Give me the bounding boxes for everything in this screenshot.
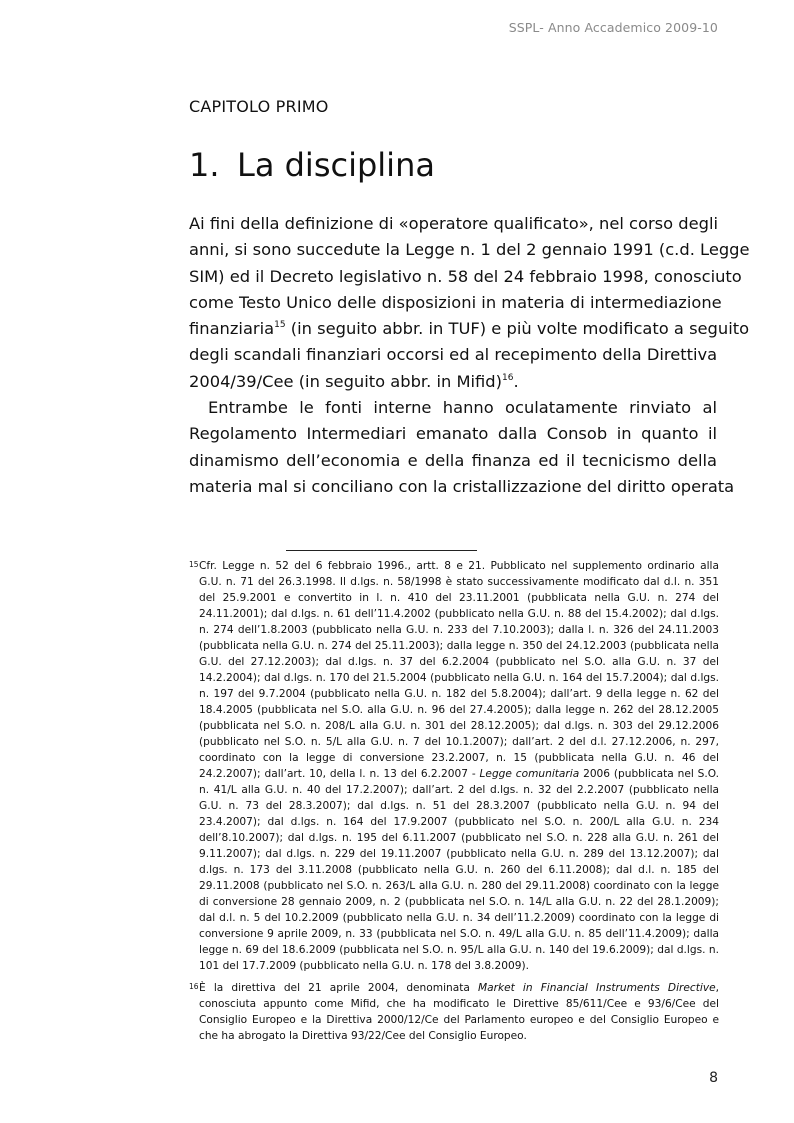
body-line: Entrambe le fonti interne hanno oculatamente rinviato al xyxy=(208,398,717,418)
footnote-line: 14.2.2004); dal d.lgs. n. 170 del 21.5.2004 (pubblicato nella G.U. n. 164 del 15.7.2004); dal d.lgs. xyxy=(199,672,719,684)
body-line: Regolamento Intermediari emanato dalla Consob in quanto il xyxy=(189,424,717,444)
body-text xyxy=(189,211,750,500)
footnote-marker: 16 xyxy=(189,982,199,991)
footnote-text-run: , xyxy=(715,982,719,994)
footnote-15 xyxy=(189,558,719,974)
chapter-label: CAPITOLO PRIMO xyxy=(189,97,329,116)
footnote-line: (pubblicato nel S.O. n. 5/L alla G.U. n. 7 del 10.1.2007); dall’art. 2 del d.l. 27.12.2006, n. 297, xyxy=(199,736,719,748)
footnote-text-run: 24.2.2007); dall’art. 10, della l. n. 13 del 6.2.2007 - xyxy=(199,768,480,780)
footnote-line: Cfr. Legge n. 52 del 6 febbraio 1996., artt. 8 e 21. Pubblicato nel supplemento ordinario alla xyxy=(199,560,719,572)
footnote-line: dal d.l. n. 5 del 10.2.2009 (pubblicato nella G.U. n. 34 dell’11.2.2009) coordinato con la legge di xyxy=(199,912,719,924)
footnote-line: che ha abrogato la Direttiva 93/22/Cee del Consiglio Europeo. xyxy=(199,1030,527,1042)
footnote-line: G.U. del 27.12.2003); dal d.lgs. n. 37 del 6.2.2004 (pubblicato nel S.O. alla G.U. n. 37 del xyxy=(199,656,719,668)
footnote-line: 23.4.2007); dal d.lgs. n. 164 del 17.9.2007 (pubblicato nel S.O. n. 200/L alla G.U. n. 234 xyxy=(199,816,719,828)
body-line: come Testo Unico delle disposizioni in materia di intermediazione xyxy=(189,292,722,312)
footnote-line: 101 del 17.7.2009 (pubblicato nella G.U. n. 178 del 3.8.2009). xyxy=(199,960,529,972)
footnote-line: coordinato con la legge di conversione 23.2.2007, n. 15 (pubblicata nella G.U. n. 46 del xyxy=(199,752,719,764)
body-line xyxy=(189,369,717,395)
body-line: materia mal si conciliano con la cristallizzazione del diritto operata xyxy=(189,476,735,496)
body-text-run: . xyxy=(513,371,519,391)
footnote-line: (pubblicata nel S.O. n. 208/L alla G.U. n. 301 del 28.12.2005); dal d.lgs. n. 303 del 29.12.2006 xyxy=(199,720,719,732)
body-text-run: 2004/39/Cee (in seguito abbr. in Mifid) xyxy=(189,371,502,391)
section-title-text: La disciplina xyxy=(237,146,435,184)
footnote-line: Consiglio Europeo e la Direttiva 2000/12/Ce del Parlamento europeo e del Consiglio Europeo e xyxy=(199,1014,719,1026)
footnote-line: n. 274 dell’1.8.2003 (pubblicato nella G.U. n. 233 del 7.10.2003); dalla l. n. 326 del 24.11.2003 xyxy=(199,624,719,636)
footnote-separator xyxy=(286,550,477,551)
body-line: Ai fini della definizione di «operatore qualificato», nel corso degli xyxy=(189,214,719,233)
footnote-line: n. 41/L alla G.U. n. 40 del 17.2.2007); dall’art. 2 del d.lgs. n. 32 del 2.2.2007 (pubblicato nella xyxy=(199,784,719,796)
footnote-line: d.lgs. n. 173 del 3.11.2008 (pubblicato nella G.U. n. 260 del 6.11.2008); dal d.l. n. 185 del xyxy=(199,864,719,876)
body-text-run: (in seguito abbr. in TUF) e più volte modificato a seguito xyxy=(285,319,750,339)
footnote-line: (pubblicata nella G.U. n. 274 del 25.11.2003); dalla legge n. 350 del 24.12.2003 (pubblicata nella xyxy=(199,640,719,652)
footnote-line xyxy=(199,766,719,782)
page-number: 8 xyxy=(709,1070,718,1086)
section-title xyxy=(189,146,435,184)
footnote-ref-16[interactable]: 16 xyxy=(502,372,514,383)
running-header: SSPL- Anno Accademico 2009-10 xyxy=(508,20,718,35)
footnote-line: di conversione 28 gennaio 2009, n. 2 (pubblicata nel S.O. n. 14/L alla G.U. n. 22 del 28.1.2009); xyxy=(199,896,719,908)
footnote-marker: 15 xyxy=(189,560,199,569)
footnote-line: conversione 9 aprile 2009, n. 33 (pubblicata nel S.O. n. 49/L alla G.U. n. 85 dell’11.4.2009); dalla xyxy=(199,928,719,940)
footnote-line: conosciuta appunto come Mifid, che ha modificato le Direttive 85/611/Cee e 93/6/Cee del xyxy=(199,998,719,1010)
body-line: dinamismo dell’economia e della finanza ed il tecnicismo della xyxy=(189,450,717,470)
footnote-line: 24.11.2001); dal d.lgs. n. 61 dell’11.4.2002 (pubblicato nella G.U. n. 88 del 15.4.2002); dal d.lgs. xyxy=(199,608,719,620)
body-text-run: finanziaria xyxy=(189,319,275,339)
section-number: 1. xyxy=(189,146,220,184)
body-line: anni, si sono succedute la Legge n. 1 del 2 gennaio 1991 (c.d. Legge xyxy=(189,240,750,260)
body-line xyxy=(189,316,750,342)
footnote-line: 18.4.2005 (pubblicata nel S.O. alla G.U. n. 96 del 27.4.2005); dalla legge n. 262 del 28.12.2005 xyxy=(199,704,719,716)
footnote-line xyxy=(189,980,719,996)
footnote-text-run: È la direttiva del 21 aprile 2004, denominata xyxy=(199,982,478,994)
footnote-line: G.U. n. 73 del 28.3.2007); dal d.lgs. n. 51 del 28.3.2007 (pubblicato nella G.U. n. 94 del xyxy=(199,800,719,812)
footnote-line: 29.11.2008 (pubblicato nel S.O. n. 263/L alla G.U. n. 280 del 29.11.2008) coordinato con la legge xyxy=(199,880,719,892)
footnote-text-run: 2006 (pubblicata nel S.O. xyxy=(579,768,720,780)
body-line: SIM) ed il Decreto legislativo n. 58 del 24 febbraio 1998, conosciuto xyxy=(189,266,742,286)
footnote-italic-run: Legge comunitaria xyxy=(479,768,580,780)
body-line: degli scandali finanziari occorsi ed al recepimento della Direttiva xyxy=(189,345,718,365)
footnote-16 xyxy=(189,980,719,1044)
footnote-line: n. 197 del 9.7.2004 (pubblicato nella G.U. n. 182 del 5.8.2004); dall’art. 9 della legge n. 62 del xyxy=(199,688,719,700)
footnote-ref-15[interactable]: 15 xyxy=(274,320,286,331)
footnote-line: del 25.9.2001 e convertito in l. n. 410 del 23.11.2001 (pubblicata nella G.U. n. 274 del xyxy=(199,592,719,604)
footnote-line: dell’8.10.2007); dal d.lgs. n. 195 del 6.11.2007 (pubblicato nel S.O. n. 228 alla G.U. n. 261 del xyxy=(199,832,719,844)
footnote-line: G.U. n. 71 del 26.3.1998. Il d.lgs. n. 58/1998 è stato successivamente modificato dal d.l. n. 351 xyxy=(199,576,719,588)
footnote-italic-run: Market in Financial Instruments Directive xyxy=(478,982,716,994)
footnote-line: legge n. 69 del 18.6.2009 (pubblicata nel S.O. n. 95/L alla G.U. n. 140 del 19.6.2009); dal d.lgs. n. xyxy=(199,944,719,956)
footnote-line: 9.11.2007); dal d.lgs. n. 229 del 19.11.2007 (pubblicato nella G.U. n. 289 del 13.12.2007); dal xyxy=(199,848,719,860)
